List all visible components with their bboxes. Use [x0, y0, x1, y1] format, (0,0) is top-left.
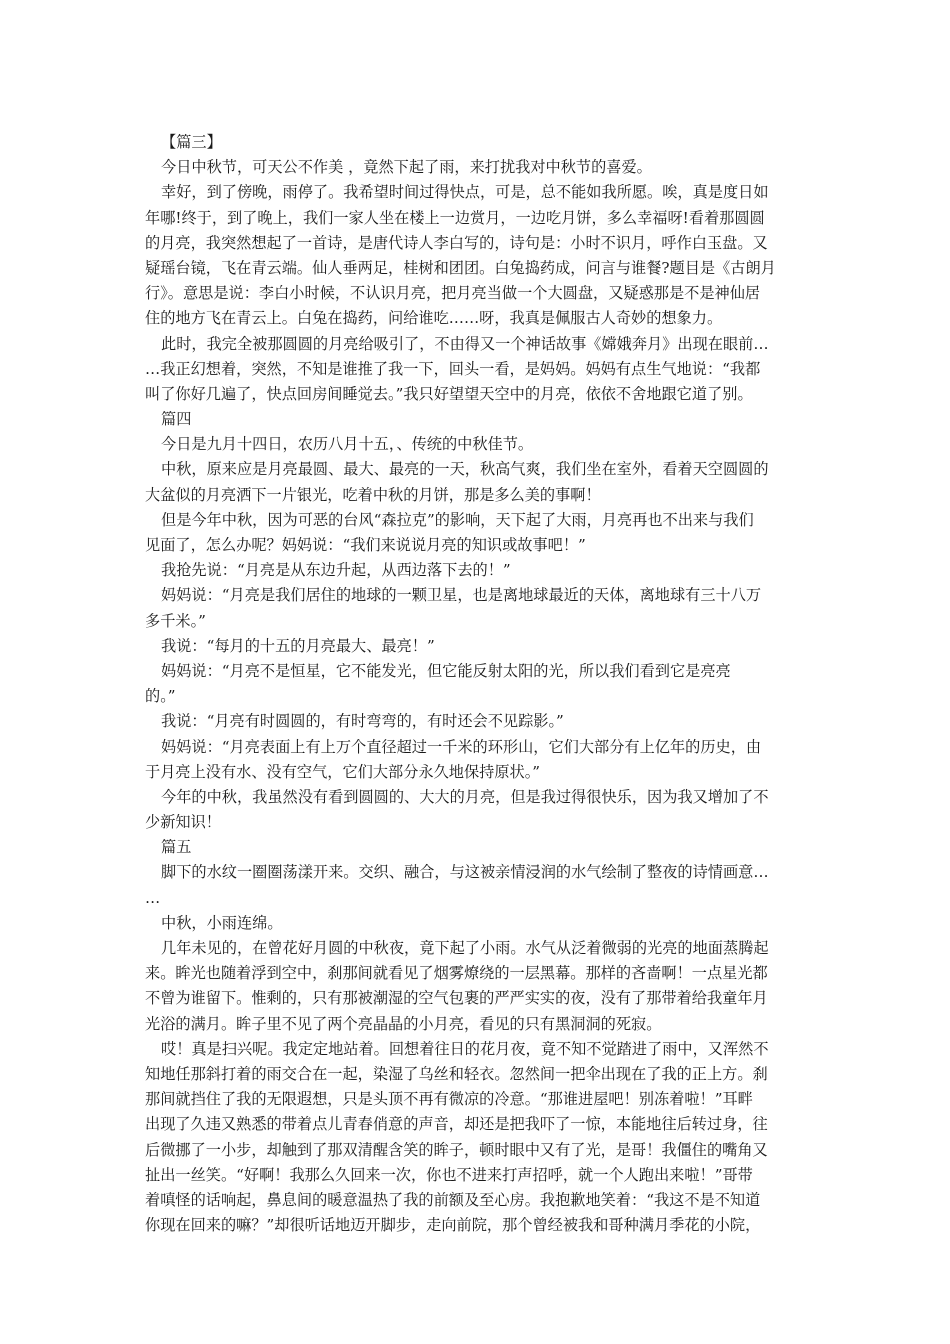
- text-line: 篇四: [161, 410, 192, 429]
- text-line: 此时，我完全被那圆圆的月亮给吸引了，不由得又一个神话故事《嫦娥奔月》出现在眼前…: [161, 334, 769, 353]
- text-line: 扯出一丝笑。“好啊！我那么久回来一次，你也不进来打声招呼，就一个人跑出来啦！”哥带: [145, 1165, 753, 1184]
- text-line: 妈妈说：“月亮表面上有上万个直径超过一千米的环形山，它们大部分有上亿年的历史，由: [161, 737, 762, 756]
- text-line: 几年未见的，在曾花好月圆的中秋夜，竟下起了小雨。水气从泛着微弱的光亮的地面蒸腾起: [161, 939, 769, 957]
- text-line: 妈妈说：“月亮不是恒星，它不能发光，但它能反射太阳的光，所以我们看到它是亮亮: [161, 661, 731, 680]
- text-line: 住的地方飞在青云上。白兔在捣药，问给谁吃……呀，我真是佩服古人奇妙的想象力。: [145, 309, 723, 328]
- text-line: 篇五: [161, 838, 192, 857]
- text-line: 的。”: [145, 687, 176, 706]
- text-line: 哎！真是扫兴呢。我定定地站着。回想着往日的花月夜，竟不知不觉踏进了雨中，又浑然不: [161, 1039, 769, 1058]
- text-line: 的月亮，我突然想起了一首诗，是唐代诗人李白写的，诗句是：小时不识月，呼作白玉盘。又: [145, 233, 768, 252]
- text-line: 少新知识！: [145, 813, 221, 832]
- text-line: 但是今年中秋，因为可恶的台风“森拉克”的影响，天下起了大雨，月亮再也不出来与我们: [161, 510, 754, 529]
- text-line: 幸好，到了傍晚，雨停了。我希望时间过得快点，可是，总不能如我所愿。唉，真是度日如: [161, 183, 769, 202]
- text-line: 今年的中秋，我虽然没有看到圆圆的、大大的月亮，但是我过得很快乐，因为我又增加了不: [161, 787, 769, 806]
- text-line: 后微挪了一小步，却触到了那双清醒含笑的眸子，顿时眼中又有了光，是哥！我僵住的嘴角又: [145, 1140, 768, 1159]
- text-line: …: [145, 888, 161, 907]
- text-line: 你现在回来的嘛？”却很听话地迈开脚步，走向前院，那个曾经被我和哥种满月季花的小院，: [145, 1216, 761, 1235]
- text-line: 【篇三】: [161, 133, 222, 151]
- text-line: 今日中秋节，可天公不作美 ，竟然下起了雨，来打扰我对中秋节的喜爱。: [161, 158, 652, 177]
- text-line: 行》。意思是说：李白小时候，不认识月亮，把月亮当做一个大圆盘，又疑惑那是不是神仙居: [145, 284, 761, 303]
- text-line: 出现了久违又熟悉的带着点儿青春俏意的声音，却还是把我吓了一惊，本能地往后转过身，往: [145, 1115, 768, 1134]
- text-line: 见面了，怎么办呢？妈妈说：“我们来说说月亮的知识或故事吧！”: [145, 536, 586, 554]
- text-line: 大盆似的月亮洒下一片银光，吃着中秋的月饼，那是多么美的事啊！: [145, 485, 601, 504]
- text-line: …我正幻想着，突然，不知是谁推了我一下，回头一看，是妈妈。妈妈有点生气地说：“我都: [145, 359, 761, 378]
- text-line: 知地任那斜打着的雨交合在一起，染湿了乌丝和轻衣。忽然间一把伞出现在了我的正上方。刹: [145, 1064, 768, 1083]
- text-line: 我说：“每月的十五的月亮最大、最亮！”: [161, 636, 435, 655]
- text-line: 中秋，小雨连绵。: [161, 913, 283, 932]
- text-line: 着嗔怪的话响起，鼻息间的暖意温热了我的前额及至心房。我抱歉地笑着：“我这不是不知道: [145, 1190, 761, 1209]
- text-line: 中秋，原来应是月亮最圆、最大、最亮的一天，秋高气爽，我们坐在室外，看着天空圆圆的: [161, 460, 769, 479]
- text-line: 我抢先说：“月亮是从东边升起，从西边落下去的！”: [161, 561, 511, 580]
- text-line: 叫了你好几遍了，快点回房间睡觉去。”我只好望望天空中的月亮，依依不舍地跟它道了别。: [145, 384, 753, 403]
- text-line: 来。眸光也随着浮到空中，刹那间就看见了烟雾燎绕的一层黑幕。那样的吝啬啊！一点星光都: [145, 964, 768, 983]
- text-line: 疑瑶台镜，飞在青云端。仙人垂两足，桂树和团团。白兔捣药成，问言与谁餐?题目是《古朗月: [145, 258, 776, 277]
- text-line: 不曾为谁留下。惟剩的，只有那被潮湿的空气包裹的严严实实的夜，没有了那带着给我童年月: [145, 989, 768, 1008]
- document-body: [145, 130, 805, 1238]
- text-line: 那间就挡住了我的无限遐想，只是头顶不再有微凉的冷意。“那谁进屋吧！别冻着啦！”耳畔: [145, 1090, 753, 1109]
- text-line: 今日是九月十四日，农历八月十五，、传统的中秋佳节。: [161, 435, 534, 454]
- text-line: 于月亮上没有水、没有空气，它们大部分永久地保持原状。”: [145, 762, 541, 781]
- text-line: 光浴的满月。眸子里不见了两个亮晶晶的小月亮，看见的只有黑洞洞的死寂。: [145, 1014, 662, 1033]
- text-line: 脚下的水纹一圈圈荡漾开来。交织、融合，与这被亲情浸润的水气绘制了整夜的诗情画意…: [161, 863, 769, 882]
- text-line: 年哪!终于，到了晚上，我们一家人坐在楼上一边赏月，一边吃月饼，多么幸福呀!看着那圆圆: [145, 208, 765, 227]
- text-line: 多千米。”: [145, 611, 206, 630]
- text-line: 我说：“月亮有时圆圆的，有时弯弯的，有时还会不见踪影。”: [161, 712, 564, 731]
- text-line: 妈妈说：“月亮是我们居住的地球的一颗卫星，也是离地球最近的天体，离地球有三十八万: [161, 586, 762, 605]
